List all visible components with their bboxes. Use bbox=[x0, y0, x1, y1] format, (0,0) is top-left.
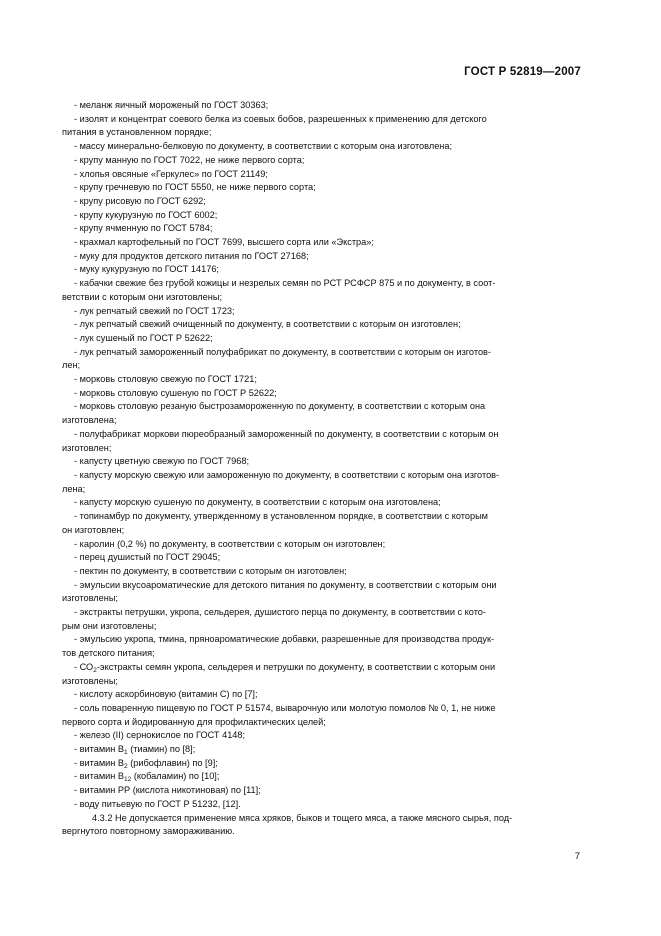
list-item-continuation: рым они изготовлены; bbox=[62, 620, 157, 631]
list-item: - полуфабрикат моркови пюреобразный замороженный по документу, в соответствии с которым он bbox=[74, 428, 499, 439]
list-item: - крупу манную по ГОСТ 7022, не ниже первого сорта; bbox=[74, 154, 305, 165]
list-item: - эмульсии вкусоароматические для детского питания по документу, в соответствии с которым они bbox=[74, 579, 497, 590]
clause-continuation: вергнутого повторному замораживанию. bbox=[62, 826, 235, 837]
list-item: - крупу гречневую по ГОСТ 5550, не ниже первого сорта; bbox=[74, 182, 316, 193]
list-item: - морковь столовую свежую по ГОСТ 1721; bbox=[74, 374, 257, 385]
list-item: - крупу ячменную по ГОСТ 5784; bbox=[74, 223, 213, 234]
page-body bbox=[62, 99, 583, 839]
list-item: - хлопья овсяные «Геркулес» по ГОСТ 21149; bbox=[74, 168, 268, 179]
list-item: - каролин (0,2 %) по документу, в соответствии с которым он изготовлен; bbox=[74, 538, 386, 549]
list-item-co2-extracts bbox=[62, 661, 583, 675]
list-item: - витамин РР (кислота никотиновая) по [11]; bbox=[74, 785, 261, 796]
list-item: - муку кукурузную по ГОСТ 14176; bbox=[74, 264, 219, 275]
clause-4-3-2: 4.3.2 Не допускается применение мяса хряков, быков и тощего мяса, а также мясного сырья, под- bbox=[92, 812, 513, 823]
list-item-continuation: изготовлены; bbox=[62, 593, 118, 604]
list-item-continuation: он изготовлен; bbox=[62, 524, 125, 535]
vitamin-prefix: - витамин В bbox=[74, 771, 125, 782]
list-item: - экстракты петрушки, укропа, сельдерея, душистого перца по документу, в соответствии с кото- bbox=[74, 607, 486, 618]
list-item: - лук сушеный по ГОСТ Р 52622; bbox=[74, 332, 213, 343]
vitamin-subscript: 12 bbox=[124, 776, 132, 784]
vitamin-text: (кобаламин) по [10]; bbox=[131, 771, 220, 782]
list-item-continuation: лен; bbox=[62, 360, 81, 371]
list-item: - кислоту аскорбиновую (витамин С) по [7]; bbox=[74, 689, 258, 700]
list-item: - железо (II) сернокислое по ГОСТ 4148; bbox=[74, 730, 246, 741]
list-item: - пектин по документу, в соответствии с которым он изготовлен; bbox=[74, 565, 347, 576]
list-item: - массу минерально-белковую по документу, в соответствии с которым она изготовлена; bbox=[74, 141, 453, 152]
vitamin-prefix: - витамин В bbox=[74, 757, 125, 768]
list-item: - меланж яичный мороженый по ГОСТ 30363; bbox=[74, 100, 269, 110]
list-item: - морковь столовую сушеную по ГОСТ Р 52622; bbox=[74, 387, 277, 398]
vitamin-text: (тиамин) по [8]; bbox=[127, 744, 196, 755]
list-item: - крупу рисовую по ГОСТ 6292; bbox=[74, 195, 206, 206]
list-item-continuation: питания в установленном порядке; bbox=[62, 127, 212, 138]
co2-text: -экстракты семян укропа, сельдерея и петрушки по документу, в соответствии с которым они bbox=[96, 661, 496, 672]
vitamin-subscript: 2 bbox=[124, 762, 128, 770]
list-item-vitamin-b1 bbox=[62, 743, 583, 757]
list-item-continuation: тов детского питания; bbox=[62, 648, 155, 659]
list-item-continuation: ветствии с которым они изготовлены; bbox=[62, 291, 223, 302]
list-item: - кабачки свежие без грубой кожицы и незрелых семян по РСТ РСФСР 875 и по документу, в соот- bbox=[74, 278, 496, 289]
list-item: - лук репчатый свежий очищенный по документу, в соответствии с которым он изготовлен; bbox=[74, 319, 461, 330]
list-item: - капусту цветную свежую по ГОСТ 7968; bbox=[74, 456, 250, 467]
co2-prefix: - СО bbox=[74, 661, 94, 672]
page-number: 7 bbox=[574, 851, 580, 862]
list-item-continuation: изготовлена; bbox=[62, 415, 117, 426]
document-number: ГОСТ Р 52819—2007 bbox=[464, 66, 581, 78]
vitamin-subscript: 1 bbox=[124, 749, 128, 757]
list-item: - эмульсию укропа, тмина, пряноароматические добавки, разрешенные для производства продук- bbox=[74, 634, 495, 645]
list-item-continuation: изготовлены; bbox=[62, 675, 118, 686]
list-item: - крупу кукурузную по ГОСТ 6002; bbox=[74, 209, 218, 220]
list-item: - муку для продуктов детского питания по ГОСТ 27168; bbox=[74, 250, 309, 261]
list-item: - топинамбур по документу, утвержденному в установленном порядке, в соответствии с которым bbox=[74, 511, 488, 522]
list-item: - соль поваренную пищевую по ГОСТ Р 51574, выварочную или молотую помолов № 0, 1, не ниже bbox=[74, 702, 496, 713]
vitamin-text: (рибофлавин) по [9]; bbox=[127, 757, 218, 768]
list-item: - воду питьевую по ГОСТ Р 51232, [12]. bbox=[74, 798, 241, 809]
list-item-vitamin-b12 bbox=[62, 770, 583, 784]
list-item: - крахмал картофельный по ГОСТ 7699, высшего сорта или «Экстра»; bbox=[74, 237, 374, 248]
list-item-continuation: изготовлен; bbox=[62, 442, 112, 453]
vitamin-prefix: - витамин В bbox=[74, 744, 125, 755]
list-item: - изолят и концентрат соевого белка из соевых бобов, разрешенных к применению для детского bbox=[74, 113, 487, 124]
list-item: - лук репчатый свежий по ГОСТ 1723; bbox=[74, 305, 235, 316]
list-item-continuation: первого сорта и йодированную для профилактических целей; bbox=[62, 716, 326, 727]
co2-subscript: 2 bbox=[93, 666, 97, 674]
list-item-continuation: лена; bbox=[62, 483, 86, 494]
list-item: - лук репчатый замороженный полуфабрикат по документу, в соответствии с которым он изготов- bbox=[74, 346, 491, 357]
list-item-vitamin-b2 bbox=[62, 757, 583, 771]
list-item: - перец душистый по ГОСТ 29045; bbox=[74, 552, 221, 563]
list-item: - капусту морскую сушеную по документу, в соответствии с которым она изготовлена; bbox=[74, 497, 441, 508]
list-item: - морковь столовую резаную быстрозамороженную по документу, в соответствии с которым она bbox=[74, 401, 486, 412]
list-item: - капусту морскую свежую или замороженную по документу, в соответствии с которым она изготов- bbox=[74, 469, 500, 480]
